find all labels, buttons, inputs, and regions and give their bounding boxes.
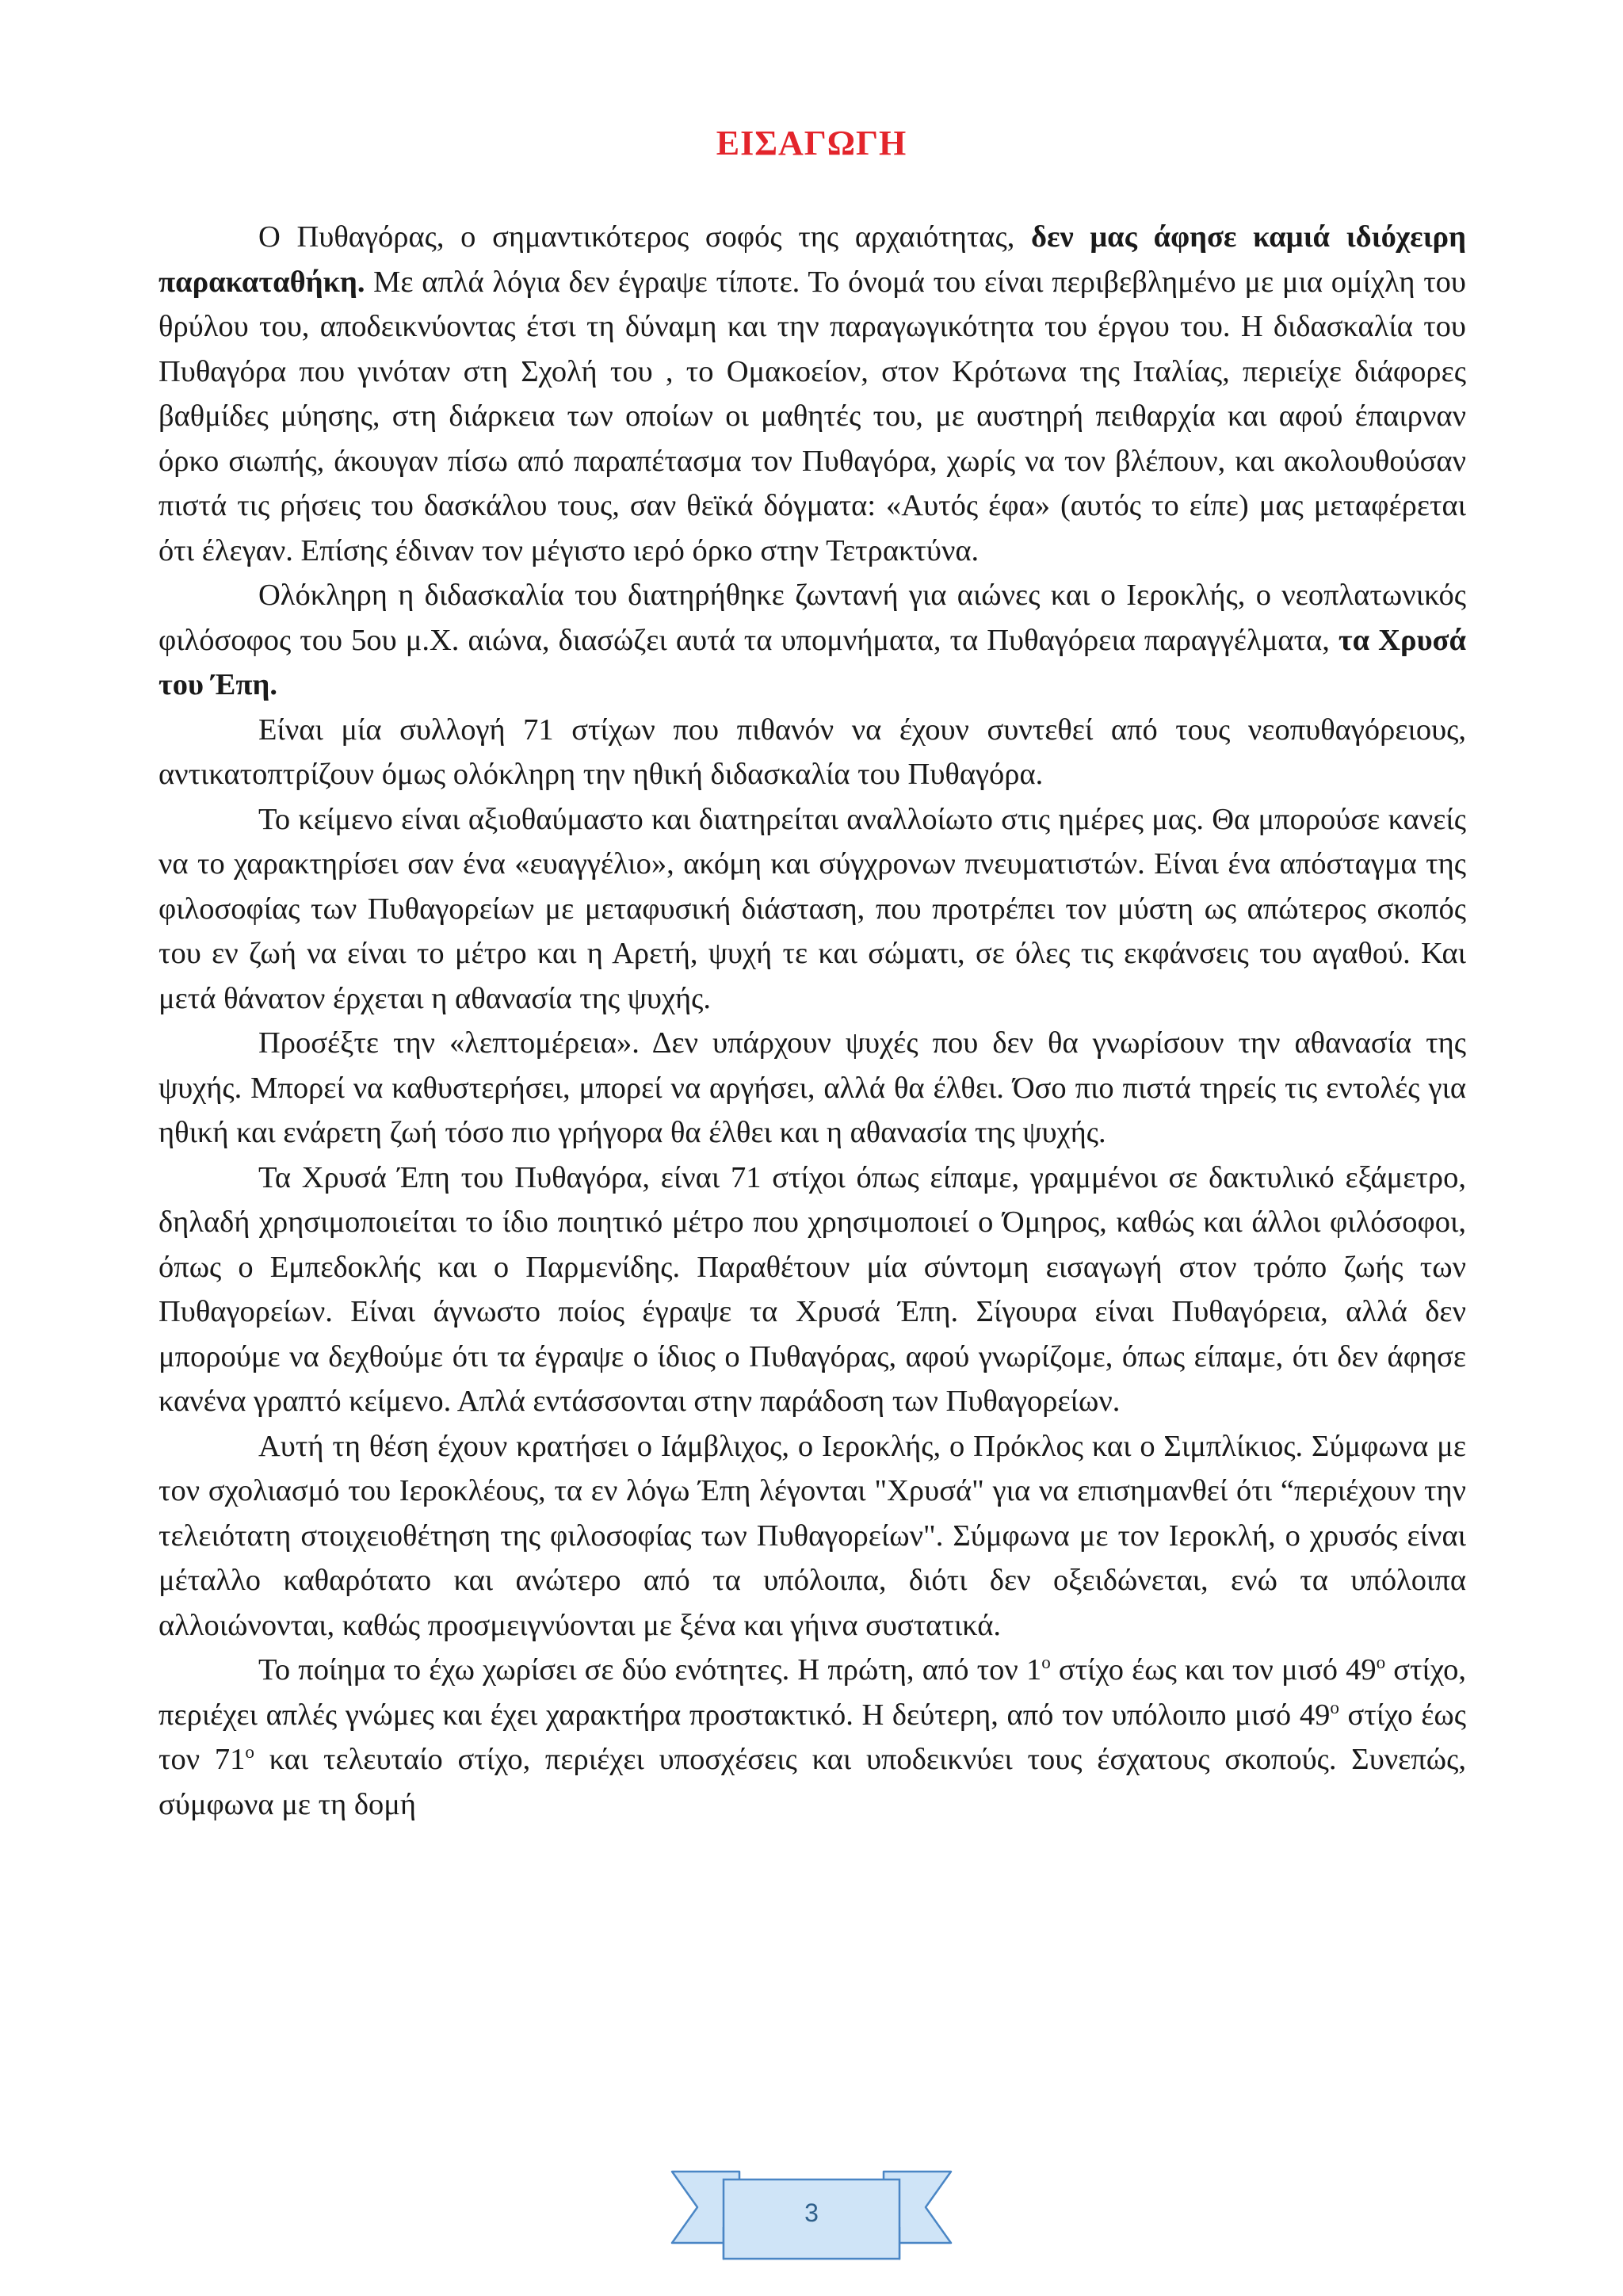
bold-phrase: τα Χρυσά του Έπη.	[158, 623, 1466, 701]
page-footer	[664, 2164, 959, 2267]
paragraph-5: Προσέξτε την «λεπτομέρεια». Δεν υπάρχουν ψυχές που δεν θα γνωρίσουν την αθανασία της ψυχής. Μπορεί να καθυστερήσει, μπορεί να αργήσει, αλλά θα έλθει. Όσο πιο πιστά τηρείς τις εντολές για ηθική και ενάρετη ζωή τόσο πιο γρήγορα θα έλθει και η αθανασία της ψυχής.	[158, 1026, 1466, 1149]
paragraph-7: Αυτή τη θέση έχουν κρατήσει ο Ιάμβλιχος, ο Ιεροκλής, ο Πρόκλος και ο Σιμπλίκιος. Σύμφωνα με τον σχολιασμό του Ιεροκλέους, τα εν λόγω Έπη λέγονται "Χρυσά" για να επισημανθεί ότι “περιέχουν την τελειότατη στοιχειοθέτηση της φιλοσοφίας των Πυθαγορείων". Σύμφωνα με τον Ιεροκλή, ο χρυσός είναι μέταλλο καθαρότατο και ανώτερο από τα υπόλοιπα, διότι δεν οξειδώνεται, ενώ τα υπόλοιπα αλλοιώνονται, καθώς προσμειγνύονται με ξένα και γήινα συστατικά.	[158, 1429, 1466, 1642]
page-title: ΕΙΣΑΓΩΓΗ	[716, 124, 907, 162]
paragraph-3: Είναι μία συλλογή 71 στίχων που πιθανόν να έχουν συντεθεί από τους νεοπυθαγόρειους, αντικατοπτρίζουν όμως ολόκληρη την ηθική διδασκαλία του Πυθαγόρα.	[158, 712, 1466, 791]
paragraph-6: Τα Χρυσά Έπη του Πυθαγόρα, είναι 71 στίχοι όπως είπαμε, γραμμένοι σε δακτυλικό εξάμετρο, δηλαδή χρησιμοποιείται το ίδιο ποιητικό μέτρο που χρησιμοποιεί ο Όμηρος, καθώς και άλλοι φιλόσοφοι, όπως ο Εμπεδοκλής και ο Παρμενίδης. Παραθέτουν μία σύντομη εισαγωγή στον τρόπο ζωής των Πυθαγορείων. Είναι άγνωστο ποίος έγραψε τα Χρυσά Έπη. Σίγουρα είναι Πυθαγόρεια, αλλά δεν μπορούμε να δεχθούμε ότι τα έγραψε ο ίδιος ο Πυθαγόρας, αφού γνωρίζομε, όπως είπαμε, ότι δεν άφησε κανένα γραπτό κείμενο. Απλά εντάσσονται στην παράδοση των Πυθαγορείων.	[158, 1160, 1466, 1418]
paragraph-4: Το κείμενο είναι αξιοθαύμαστο και διατηρείται αναλλοίωτο στις ημέρες μας. Θα μπορούσε κανείς να το χαρακτηρίσει σαν ένα «ευαγγέλιο», ακόμη και σύγχρονων πνευματιστών. Είναι ένα απόσταγμα της φιλοσοφίας των Πυθαγορείων με μεταφυσική διάσταση, που προτρέπει τον μύστη ως απώτερος σκοπός του εν ζωή να είναι το μέτρο και η Αρετή, ψυχή τε και σώματι, σε όλες τις εκφάνσεις του αγαθού. Και μετά θάνατον έρχεται η αθανασία της ψυχής.	[158, 802, 1466, 1015]
page-number: 3	[804, 2199, 819, 2227]
paragraph-1: Ο Πυθαγόρας, ο σημαντικότερος σοφός της αρχαιότητας, δεν μας άφησε καμιά ιδιόχειρη παρακαταθήκη. Με απλά λόγια δεν έγραψε τίποτε. Το όνομά του είναι περιβεβλημένο με μια ομίχλη του θρύλου του, αποδεικνύοντας έτσι τη δύναμη και την παραγωγικότητα του έργου του. Η διδασκαλία του Πυθαγόρα που γινόταν στη Σχολή του , το Ομακοείον, στον Κρότωνα της Ιταλίας, περιείχε διάφορες βαθμίδες μύησης, στη διάρκεια των οποίων οι μαθητές του, με αυστηρή πειθαρχία και αφού έπαιρναν όρκο σιωπής, άκουγαν πίσω από παραπέτασμα τον Πυθαγόρα, χωρίς να τον βλέπουν, και ακολουθούσαν πιστά τις ρήσεις του δασκάλου τους, σαν θεϊκά δόγματα: «Αυτός έφα» (αυτός το είπε) μας μεταφέρεται ότι έλεγαν. Επίσης έδιναν τον μέγιστο ιερό όρκο στην Τετρακτύνα.	[158, 220, 1466, 567]
document-body	[158, 215, 1466, 1827]
bold-phrase: δεν μας άφησε καμιά ιδιόχειρη παρακαταθήκη.	[158, 220, 1466, 299]
paragraph-2: Ολόκληρη η διδασκαλία του διατηρήθηκε ζωντανή για αιώνες και ο Ιεροκλής, ο νεοπλατωνικός φιλόσοφος του 5ου μ.Χ. αιώνα, διασώζει αυτά τα υπομνήματα, τα Πυθαγόρεια παραγγέλματα, τα Χρυσά του Έπη.	[158, 579, 1466, 701]
paragraph-8: Το ποίημα το έχω χωρίσει σε δύο ενότητες. Η πρώτη, από τον $1^o$ στίχο έως και τον μισό $49^o$ στίχο, περιέχει απλές γνώμες και έχει χαρακτήρα προστακτικό. Η δεύτερη, από τον υπόλοιπο μισό $49^o$ στίχο έως τον $71^o$ και τελευταίο στίχο, περιέχει υποσχέσεις και υποδεικνύει τους έσχατους σκοπούς. Συνεπώς, σύμφωνα με τη δομή	[158, 1652, 1466, 1821]
